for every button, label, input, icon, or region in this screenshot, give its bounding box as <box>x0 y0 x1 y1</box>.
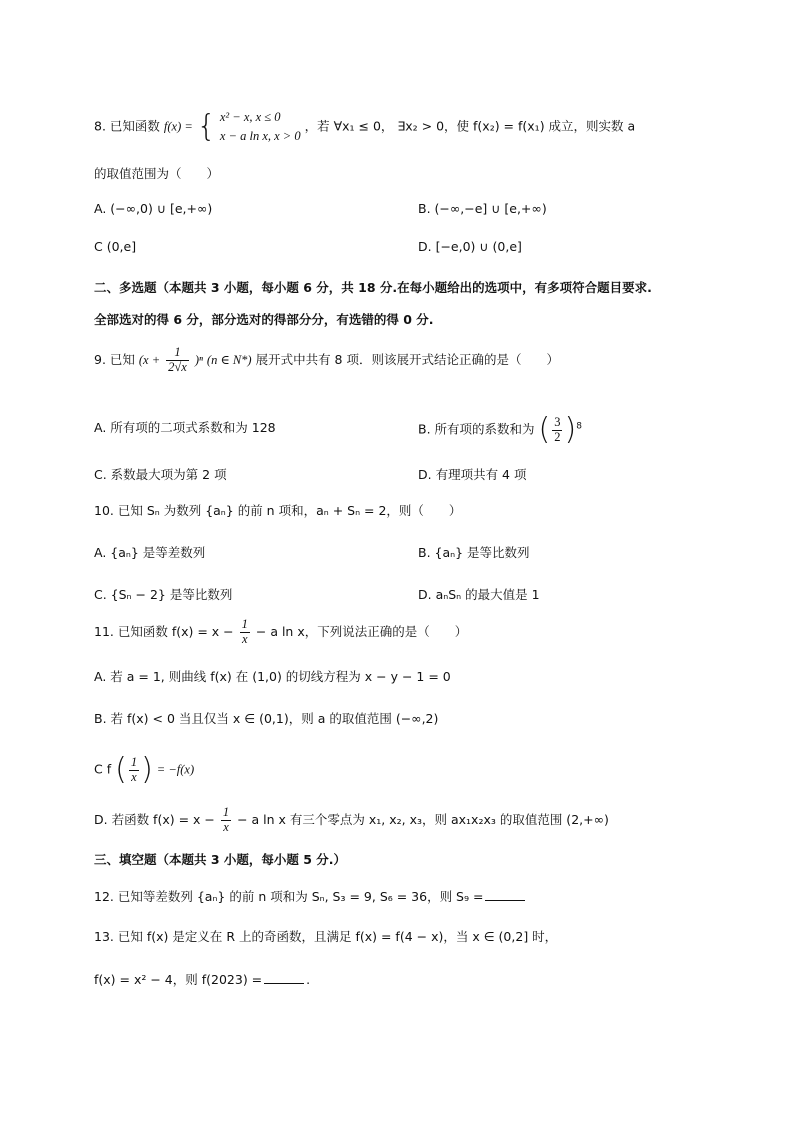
q10-option-a: A. {aₙ} 是等差数列 <box>94 545 206 560</box>
q11-option-b: B. 若 f(x) < 0 当且仅当 x ∈ (0,1)，则 a 的取值范围 (−∞,2) <box>94 711 439 726</box>
q10-option-d: D. aₙSₙ 的最大值是 1 <box>418 587 540 602</box>
q11-stem <box>94 618 467 647</box>
q9-expr-pre: (x + <box>138 352 161 367</box>
q12-answer-blank[interactable] <box>485 888 525 901</box>
q9-condition: (n ∈ N*) <box>206 352 252 367</box>
q8-prefix: 8. 已知函数 <box>94 118 160 134</box>
q8-option-c: C (0,e] <box>94 239 137 254</box>
q11-suffix: − a ln x，下列说法正确的是（ ） <box>255 623 468 639</box>
section2-heading-line2: 全部选对的得 6 分，部分选对的得部分分，有选错的得 0 分. <box>94 312 434 327</box>
q9-prefix: 9. 已知 <box>94 351 135 367</box>
q8-option-b: B. (−∞,−e] ∪ [e,+∞) <box>418 201 547 216</box>
q9-stem <box>94 346 559 375</box>
q10-option-c: C. {Sₙ − 2} 是等比数列 <box>94 587 233 602</box>
q8-func: f(x) = <box>163 119 193 134</box>
section3-heading: 三、填空题（本题共 3 小题，每小题 5 分.） <box>94 852 347 867</box>
q8-pieces <box>220 108 301 146</box>
q8-condition: ，若 ∀x₁ ≤ 0， ∃x₂ > 0，使 f(x₂) = f(x₁) 成立，则实数 a <box>304 118 636 134</box>
q9-b-fraction: $\frac{3}{2}$ <box>554 414 561 444</box>
q11-option-d: D. 若函数 f(x) = x − $\frac{1}{x}$ − a ln x 有三个零点为 x₁, x₂, x₃，则 ax₁x₂x₃ 的取值范围 (2,+∞) <box>94 805 609 834</box>
section2-heading: 二、多选题（本题共 3 小题，每小题 6 分，共 18 分.在每小题给出的选项中，有多项符合题目要求. <box>94 280 652 295</box>
q11-prefix: 11. 已知函数 f(x) = x − <box>94 623 234 639</box>
q9-fraction: $\frac{1}{2√x}$ <box>168 345 187 374</box>
q10-option-b: B. {aₙ} 是等比数列 <box>418 545 530 560</box>
q9-option-b: B. 所有项的系数和为 ( $\frac{3}{2}$ )$^8$ <box>418 412 582 447</box>
q9-option-a: A. 所有项的二项式系数和为 128 <box>94 420 276 435</box>
q9-question: 展开式中共有 8 项．则该展开式结论正确的是（ ） <box>255 351 559 367</box>
q13-stem: 13. 已知 f(x) 是定义在 R 上的奇函数，且满足 f(x) = f(4 − x)，当 x ∈ (0,2] 时， <box>94 929 558 944</box>
q8-option-a: A. (−∞,0) ∪ [e,+∞) <box>94 201 213 216</box>
q8-option-d: D. [−e,0) ∪ (0,e] <box>418 239 522 254</box>
q10-stem: 10. 已知 Sₙ 为数列 {aₙ} 的前 n 项和，aₙ + Sₙ = 2，则（ ） <box>94 503 462 518</box>
q8-piece1: x² − x, x ≤ 0 <box>219 110 281 124</box>
q12-stem: 12. 已知等差数列 {aₙ} 的前 n 项和为 Sₙ, S₃ = 9, S₆ = 36，则 S₉ = <box>94 888 527 904</box>
q11-option-a: A. 若 a = 1, 则曲线 f(x) 在 (1,0) 的切线方程为 x − y − 1 = 0 <box>94 669 451 684</box>
q11-option-c: C f ( $\frac{1}{x}$ ) = −f(x) <box>94 752 195 787</box>
q9-option-d: D. 有理项共有 4 项 <box>418 467 527 482</box>
q9-option-c: C. 系数最大项为第 2 项 <box>94 467 227 482</box>
q8-stem <box>94 108 635 146</box>
q9-expr-post: )ⁿ <box>194 352 203 367</box>
q11-fraction: $\frac{1}{x}$ <box>241 617 248 646</box>
q8-brace: { <box>196 108 216 144</box>
q13-answer-blank[interactable] <box>264 971 304 984</box>
q8-piece2: x − a ln x, x > 0 <box>219 128 301 143</box>
q8-stem2: 的取值范围为（ ） <box>94 166 220 181</box>
q13-stem2: f(x) = x² − 4，则 f(2023) = . <box>94 972 311 987</box>
